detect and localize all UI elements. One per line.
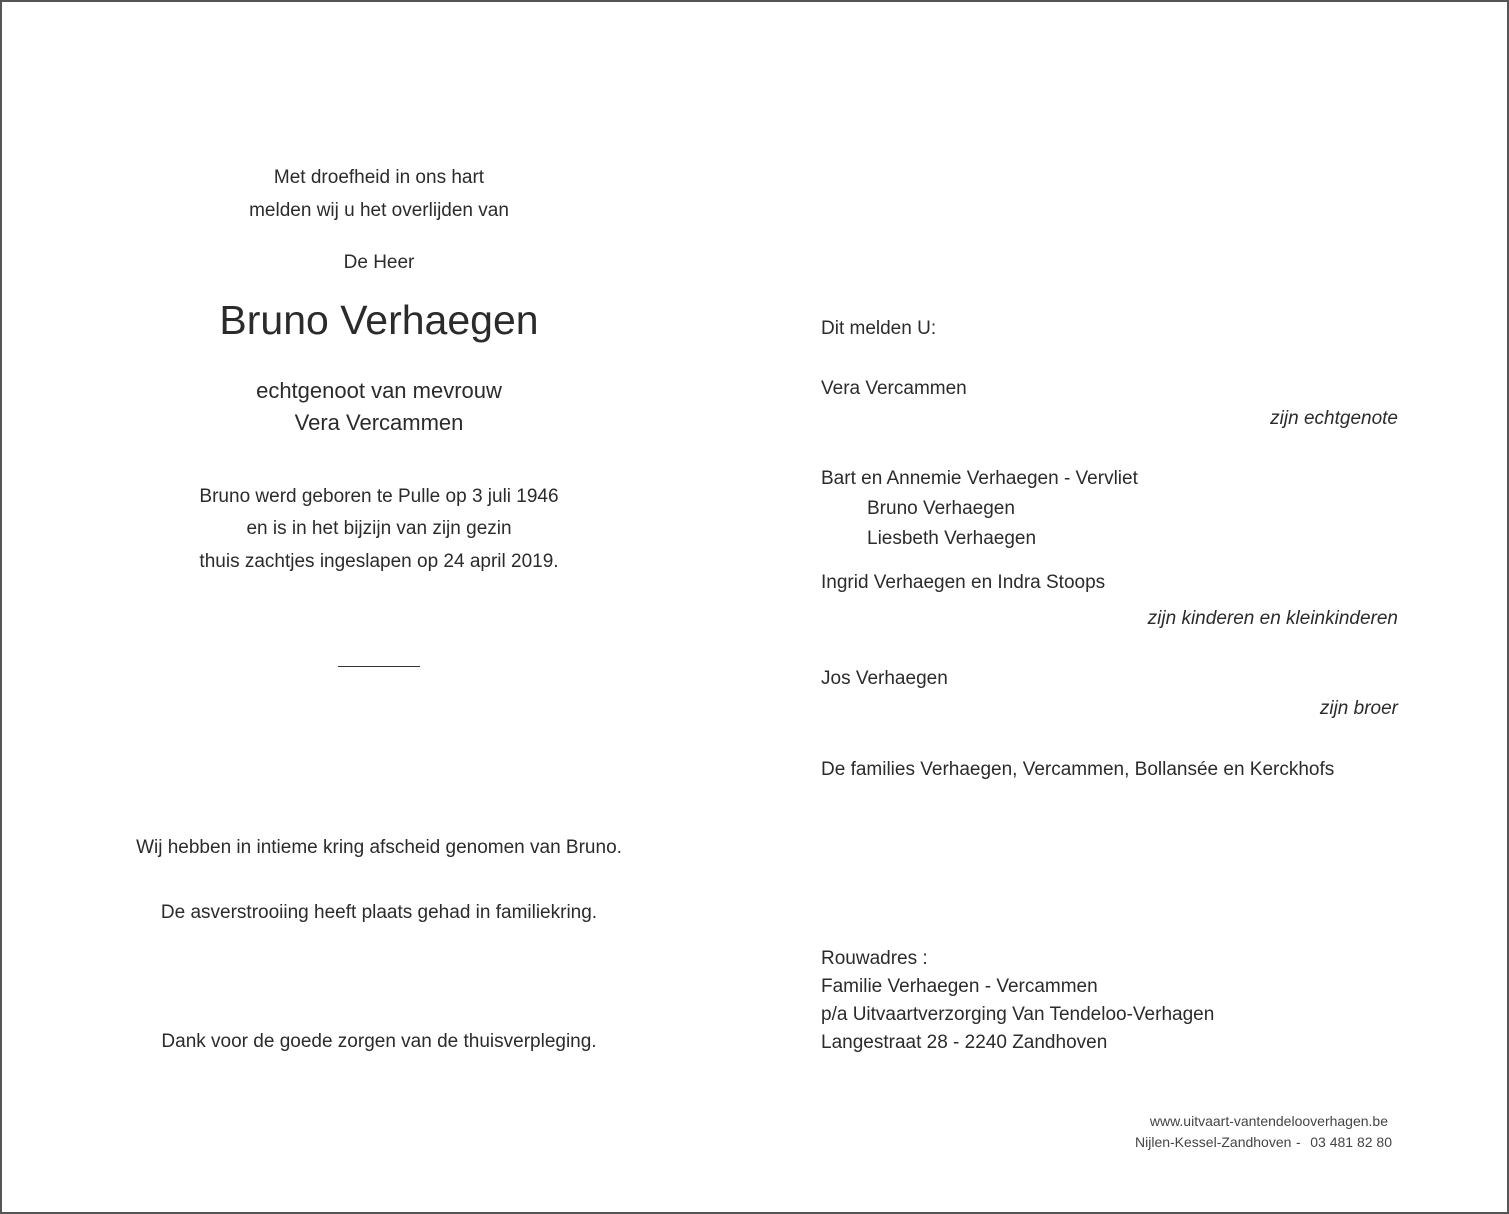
spouse-relation: zijn echtgenote (1270, 408, 1398, 429)
bio-line-1: Bruno werd geboren te Pulle op 3 juli 1946 (199, 486, 559, 507)
spouse-line-1: echtgenoot van mevrouw (256, 378, 502, 403)
farewell-text: Wij hebben in intieme kring afscheid genomen van Bruno. (136, 837, 622, 858)
thanks-text: Dank voor de goede zorgen van de thuisverpleging. (161, 1031, 597, 1052)
intro-line-1: Met droefheid in ons hart (273, 167, 485, 188)
child-2: Ingrid Verhaegen en Indra Stoops (821, 572, 1106, 593)
footer-separator: - (1296, 1134, 1301, 1150)
child-1: Bart en Annemie Verhaegen - Vervliet (821, 468, 1138, 489)
bio-line-2: en is in het bijzijn van zijn gezin (246, 518, 512, 539)
families-line: De families Verhaegen, Vercammen, Bollansée en Kerckhofs (821, 759, 1335, 780)
bio-line-3: thuis zachtjes ingeslapen op 24 april 2019. (199, 551, 559, 572)
grandchild-1: Bruno Verhaegen (867, 498, 1015, 519)
deceased-name: Bruno Verhaegen (219, 297, 539, 343)
footer-locations: Nijlen-Kessel-Zandhoven (1135, 1134, 1292, 1150)
honorific: De Heer (343, 252, 415, 273)
brother-relation: zijn broer (1319, 698, 1398, 719)
divider-line (338, 666, 420, 667)
ashes-text: De asverstrooiing heeft plaats gehad in familiekring. (160, 902, 598, 923)
grandchild-2: Liesbeth Verhaegen (867, 528, 1037, 549)
brother-name: Jos Verhaegen (821, 668, 948, 689)
intro-line-2: melden wij u het overlijden van (249, 200, 509, 221)
address-line-1: Familie Verhaegen - Vercammen (821, 976, 1098, 997)
address-line-3: Langestraat 28 - 2240 Zandhoven (821, 1032, 1108, 1053)
spouse-line-2: Vera Vercammen (294, 410, 464, 435)
footer-website: www.uitvaart-vantendelooverhagen.be (1149, 1113, 1388, 1129)
address-label: Rouwadres : (821, 948, 928, 969)
footer-phone: 03 481 82 80 (1310, 1134, 1392, 1150)
children-relation: zijn kinderen en kleinkinderen (1147, 608, 1398, 629)
spouse-name: Vera Vercammen (821, 378, 967, 399)
announcers-heading: Dit melden U: (821, 318, 937, 339)
address-line-2: p/a Uitvaartverzorging Van Tendeloo-Verhagen (821, 1004, 1215, 1025)
